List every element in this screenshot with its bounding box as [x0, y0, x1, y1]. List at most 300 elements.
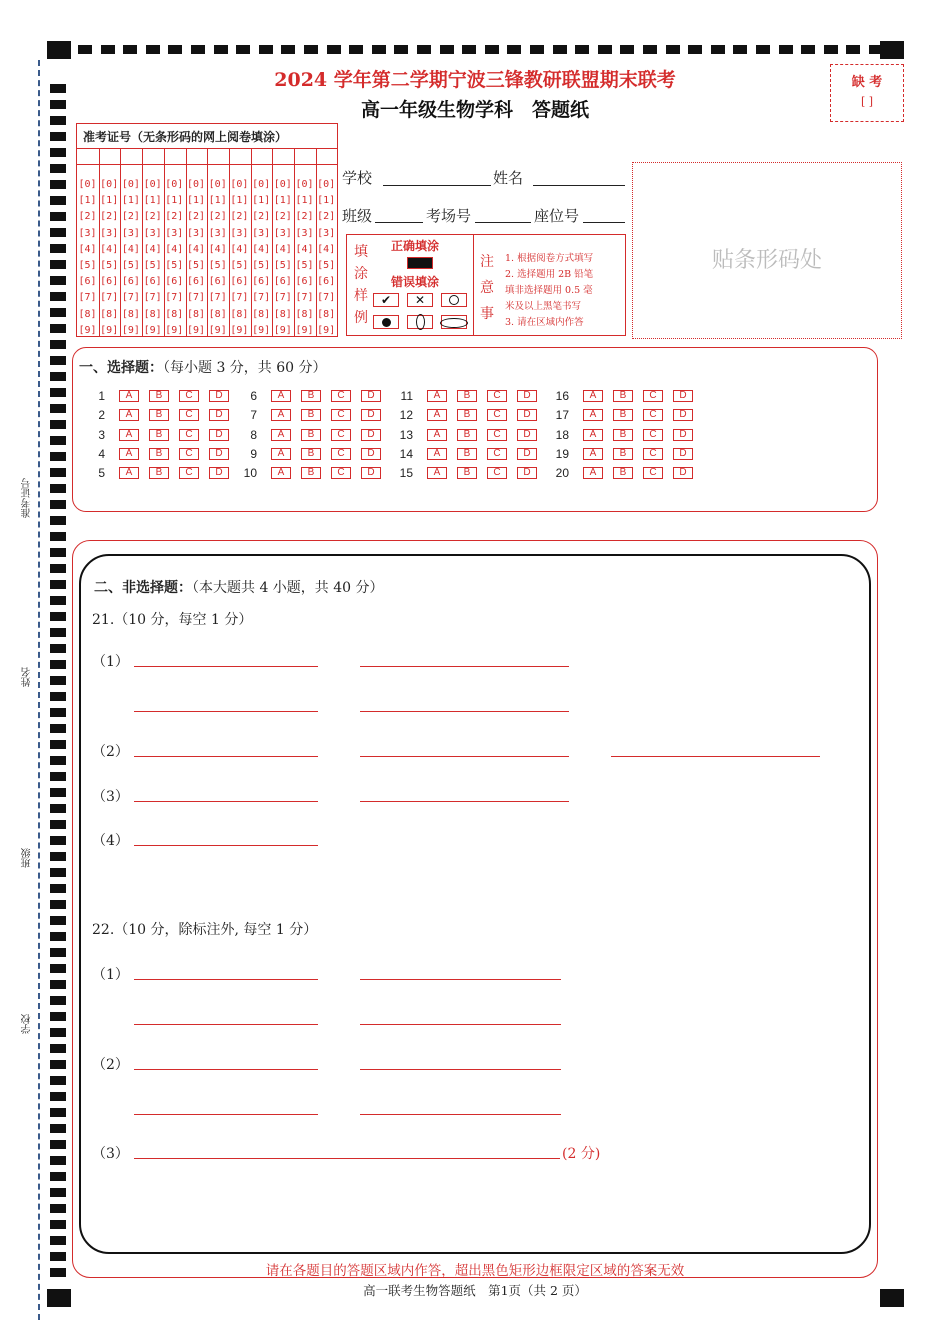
- exam-id-digit-bubble[interactable]: [2]: [143, 211, 162, 223]
- exam-id-digit-bubble[interactable]: [0]: [317, 179, 336, 190]
- wrong-cross-sample: [407, 293, 433, 307]
- exam-id-digit-bubble[interactable]: [7]: [295, 292, 314, 304]
- answer-bubble-c[interactable]: C: [643, 390, 663, 402]
- answer-bubble-a[interactable]: A: [583, 390, 603, 402]
- timing-mark: [50, 900, 66, 909]
- exam-id-digit-bubble[interactable]: [9]: [208, 324, 227, 336]
- exam-id-digit-bubble[interactable]: [9]: [121, 324, 140, 336]
- q21-blank[interactable]: [611, 756, 820, 757]
- timing-mark: [50, 276, 66, 285]
- answer-bubble-b[interactable]: B: [149, 429, 169, 441]
- exam-id-digit-bubble[interactable]: [5]: [273, 260, 292, 271]
- timing-mark: [146, 45, 160, 54]
- exam-id-digit-bubble[interactable]: [9]: [143, 324, 162, 336]
- exam-id-digit-bubble[interactable]: [6]: [78, 276, 97, 288]
- answer-bubble-b[interactable]: B: [301, 467, 321, 479]
- exam-id-digit-bubble[interactable]: [3]: [100, 227, 119, 239]
- exam-id-digit-bubble[interactable]: [2]: [121, 211, 140, 223]
- exam-id-digit-bubble[interactable]: [9]: [165, 324, 184, 336]
- answer-bubble-c[interactable]: C: [179, 467, 199, 479]
- answer-bubble-b[interactable]: B: [613, 467, 633, 479]
- exam-id-digit-bubble[interactable]: [2]: [100, 211, 119, 223]
- exam-id-write-box[interactable]: [142, 164, 164, 165]
- answer-bubble-a[interactable]: A: [583, 467, 603, 479]
- timing-mark: [50, 1188, 66, 1197]
- exam-id-digit-bubble[interactable]: [8]: [78, 308, 97, 320]
- question-number: 5: [98, 466, 105, 481]
- timing-mark: [50, 500, 66, 509]
- exam-id-digit-bubble[interactable]: [8]: [230, 308, 249, 320]
- answer-bubble-b[interactable]: B: [613, 429, 633, 441]
- exam-id-digit-bubble[interactable]: [6]: [165, 276, 184, 288]
- answer-bubble-c[interactable]: C: [643, 467, 663, 479]
- timing-mark: [756, 45, 770, 54]
- answer-bubble-c[interactable]: C: [487, 409, 507, 421]
- exam-id-digit-bubble[interactable]: [7]: [252, 292, 271, 304]
- exam-id-write-box[interactable]: [164, 164, 186, 165]
- answer-bubble-b[interactable]: B: [301, 390, 321, 402]
- q22-blank[interactable]: [360, 979, 561, 980]
- timing-mark: [620, 45, 634, 54]
- q22-blank[interactable]: [134, 1114, 318, 1115]
- answer-bubble-d[interactable]: D: [209, 390, 229, 402]
- exam-id-digit-bubble[interactable]: [3]: [143, 227, 162, 239]
- answer-bubble-d[interactable]: D: [673, 448, 693, 460]
- exam-id-digit-bubble[interactable]: [9]: [317, 324, 336, 336]
- exam-id-digit-bubble[interactable]: [8]: [143, 308, 162, 320]
- timing-mark: [236, 45, 250, 54]
- exam-id-digit-bubble[interactable]: [3]: [121, 227, 140, 239]
- answer-bubble-d[interactable]: D: [673, 467, 693, 479]
- answer-bubble-d[interactable]: D: [517, 467, 537, 479]
- exam-id-digit-bubble[interactable]: [1]: [186, 195, 206, 207]
- exam-id-digit-bubble[interactable]: [6]: [208, 276, 227, 288]
- q22-blank[interactable]: [360, 1069, 561, 1070]
- fill-example-box: [346, 234, 626, 336]
- exam-id-write-box[interactable]: [99, 164, 121, 165]
- exam-id-digit-bubble[interactable]: [1]: [317, 195, 336, 207]
- exam-id-digit-bubble[interactable]: [5]: [230, 260, 249, 271]
- exam-id-digit-bubble[interactable]: [0]: [143, 179, 162, 190]
- timing-mark: [50, 948, 66, 957]
- exam-id-digit-bubble[interactable]: [3]: [78, 227, 97, 239]
- timing-mark: [598, 45, 612, 54]
- q21-part1-label: （1）: [92, 654, 129, 670]
- exam-id-digit-bubble[interactable]: [8]: [186, 308, 206, 320]
- exam-id-digit-bubble[interactable]: [6]: [143, 276, 162, 288]
- q22-blank[interactable]: [134, 979, 318, 980]
- timing-mark: [50, 340, 66, 349]
- answer-bubble-d[interactable]: D: [361, 429, 381, 441]
- answer-bubble-d[interactable]: D: [209, 409, 229, 421]
- answer-bubble-c[interactable]: C: [331, 390, 351, 402]
- answer-bubble-c[interactable]: C: [331, 409, 351, 421]
- exam-id-digit-bubble[interactable]: [4]: [230, 243, 249, 255]
- answer-bubble-b[interactable]: B: [149, 467, 169, 479]
- exam-id-digit-bubble[interactable]: [2]: [165, 211, 184, 223]
- barcode-area[interactable]: [632, 162, 902, 339]
- absent-label: 缺 考: [851, 75, 883, 90]
- exam-id-digit-bubble[interactable]: [0]: [295, 179, 314, 190]
- answer-bubble-a[interactable]: A: [119, 448, 139, 460]
- timing-mark: [50, 820, 66, 829]
- answer-bubble-b[interactable]: B: [613, 390, 633, 402]
- exam-id-write-box[interactable]: [316, 164, 338, 165]
- exam-id-digit-bubble[interactable]: [0]: [165, 179, 184, 190]
- exam-id-digit-bubble[interactable]: [3]: [186, 227, 206, 239]
- timing-mark: [711, 45, 725, 54]
- q21-blank[interactable]: [360, 801, 569, 802]
- exam-id-digit-bubble[interactable]: [0]: [273, 179, 292, 190]
- exam-id-digit-bubble[interactable]: [8]: [252, 308, 271, 320]
- exam-id-digit-bubble[interactable]: [1]: [230, 195, 249, 207]
- exam-id-digit-bubble[interactable]: [4]: [273, 243, 292, 255]
- exam-id-digit-bubble[interactable]: [7]: [165, 292, 184, 304]
- exam-id-digit-bubble[interactable]: [0]: [208, 179, 227, 190]
- exam-id-digit-bubble[interactable]: [3]: [317, 227, 336, 239]
- exam-id-digit-bubble[interactable]: [3]: [165, 227, 184, 239]
- exam-id-digit-bubble[interactable]: [4]: [78, 243, 97, 255]
- exam-id-digit-bubble[interactable]: [1]: [273, 195, 292, 207]
- seat-field[interactable]: [583, 222, 625, 223]
- exam-id-digit-bubble[interactable]: [2]: [230, 211, 249, 223]
- answer-bubble-d[interactable]: D: [361, 467, 381, 479]
- exam-id-digit-bubble[interactable]: [4]: [317, 243, 336, 255]
- exam-id-write-box[interactable]: [294, 164, 316, 165]
- exam-id-digit-bubble[interactable]: [6]: [295, 276, 314, 288]
- exam-id-write-box[interactable]: [120, 164, 142, 165]
- answer-bubble-b[interactable]: B: [457, 448, 477, 460]
- exam-id-write-box[interactable]: [186, 164, 208, 165]
- exam-id-digit-bubble[interactable]: [4]: [208, 243, 227, 255]
- answer-bubble-d[interactable]: D: [673, 390, 693, 402]
- answer-bubble-b[interactable]: B: [149, 409, 169, 421]
- q21-blank[interactable]: [134, 711, 318, 712]
- exam-id-digit-bubble[interactable]: [1]: [100, 195, 119, 207]
- timing-mark: [50, 1156, 66, 1165]
- exam-id-digit-bubble[interactable]: [1]: [252, 195, 271, 207]
- exam-id-digit-bubble[interactable]: [1]: [121, 195, 140, 207]
- answer-bubble-c[interactable]: C: [179, 429, 199, 441]
- exam-id-digit-bubble[interactable]: [3]: [230, 227, 249, 239]
- exam-id-digit-bubble[interactable]: [0]: [100, 179, 119, 190]
- q22-blank[interactable]: [134, 1158, 560, 1159]
- exam-id-write-box[interactable]: [272, 164, 294, 165]
- answer-bubble-c[interactable]: C: [179, 390, 199, 402]
- name-label: 姓名: [493, 169, 524, 187]
- answer-bubble-a[interactable]: A: [427, 467, 447, 479]
- exam-id-digit-bubble[interactable]: [3]: [252, 227, 271, 239]
- answer-bubble-b[interactable]: B: [301, 448, 321, 460]
- exam-id-digit-bubble[interactable]: [9]: [295, 324, 314, 336]
- timing-mark: [485, 45, 499, 54]
- answer-bubble-d[interactable]: D: [209, 448, 229, 460]
- exam-id-digit-bubble[interactable]: [2]: [186, 211, 206, 223]
- name-field[interactable]: [533, 185, 625, 186]
- exam-id-digit-bubble[interactable]: [2]: [252, 211, 271, 223]
- answer-bubble-c[interactable]: C: [179, 448, 199, 460]
- timing-mark: [50, 868, 66, 877]
- exam-id-digit-bubble[interactable]: [9]: [100, 324, 119, 336]
- answer-bubble-a[interactable]: A: [271, 448, 291, 460]
- exam-id-digit-bubble[interactable]: [8]: [121, 308, 140, 320]
- timing-mark: [50, 772, 66, 781]
- exam-id-digit-bubble[interactable]: [8]: [273, 308, 292, 320]
- exam-id-digit-bubble[interactable]: [5]: [100, 260, 119, 271]
- exam-id-digit-bubble[interactable]: [6]: [186, 276, 206, 288]
- school-field[interactable]: [383, 185, 491, 186]
- exam-id-digit-bubble[interactable]: [4]: [143, 243, 162, 255]
- exam-id-digit-bubble[interactable]: [6]: [317, 276, 336, 288]
- q21-blank[interactable]: [134, 756, 318, 757]
- answer-bubble-a[interactable]: A: [271, 429, 291, 441]
- exam-id-digit-bubble[interactable]: [5]: [317, 260, 336, 271]
- question-number: 7: [250, 408, 257, 423]
- answer-bubble-c[interactable]: C: [179, 409, 199, 421]
- exam-id-digit-bubble[interactable]: [0]: [230, 179, 249, 190]
- exam-id-digit-bubble[interactable]: [1]: [78, 195, 97, 207]
- exam-id-digit-bubble[interactable]: [1]: [295, 195, 314, 207]
- answer-bubble-b[interactable]: B: [301, 409, 321, 421]
- answer-bubble-a[interactable]: A: [119, 429, 139, 441]
- exam-id-digit-bubble[interactable]: [5]: [165, 260, 184, 271]
- answer-bubble-a[interactable]: A: [427, 448, 447, 460]
- exam-id-digit-bubble[interactable]: [5]: [252, 260, 271, 271]
- exam-id-digit-bubble[interactable]: [4]: [295, 243, 314, 255]
- q22-blank[interactable]: [134, 1024, 318, 1025]
- answer-bubble-a[interactable]: A: [427, 409, 447, 421]
- answer-bubble-d[interactable]: D: [361, 409, 381, 421]
- exam-id-digit-bubble[interactable]: [8]: [100, 308, 119, 320]
- timing-mark: [349, 45, 363, 54]
- answer-bubble-b[interactable]: B: [613, 448, 633, 460]
- cross-mark-icon: ✕: [414, 293, 426, 307]
- answer-bubble-c[interactable]: C: [331, 429, 351, 441]
- exam-id-digit-bubble[interactable]: [3]: [295, 227, 314, 239]
- answer-bubble-c[interactable]: C: [487, 448, 507, 460]
- answer-bubble-d[interactable]: D: [517, 448, 537, 460]
- q21-blank[interactable]: [360, 666, 569, 667]
- class-field[interactable]: [375, 222, 423, 223]
- timing-mark: [50, 1060, 66, 1069]
- timing-mark: [50, 244, 66, 253]
- exam-id-digit-bubble[interactable]: [1]: [165, 195, 184, 207]
- q21-blank[interactable]: [134, 801, 318, 802]
- timing-mark: [688, 45, 702, 54]
- exam-id-digit-bubble[interactable]: [7]: [100, 292, 119, 304]
- exam-id-digit-bubble[interactable]: [5]: [186, 260, 206, 271]
- question-number: 6: [250, 389, 257, 403]
- answer-bubble-b[interactable]: B: [457, 467, 477, 479]
- answer-bubble-b[interactable]: B: [457, 429, 477, 441]
- exam-id-digit-bubble[interactable]: [6]: [100, 276, 119, 288]
- answer-bubble-c[interactable]: C: [331, 448, 351, 460]
- answer-bubble-c[interactable]: C: [643, 429, 663, 441]
- answer-bubble-b[interactable]: B: [301, 429, 321, 441]
- exam-id-digit-bubble[interactable]: [7]: [273, 292, 292, 304]
- answer-bubble-a[interactable]: A: [427, 390, 447, 402]
- answer-bubble-d[interactable]: D: [673, 409, 693, 421]
- answer-bubble-d[interactable]: D: [209, 429, 229, 441]
- answer-bubble-c[interactable]: C: [487, 429, 507, 441]
- timing-mark: [50, 292, 66, 301]
- answer-bubble-c[interactable]: C: [331, 467, 351, 479]
- answer-bubble-c[interactable]: C: [487, 467, 507, 479]
- q22-title: 22.（10 分，除标注外, 每空 1 分）: [92, 922, 318, 938]
- exam-id-digit-bubble[interactable]: [2]: [208, 211, 227, 223]
- q21-blank[interactable]: [134, 666, 318, 667]
- answer-bubble-d[interactable]: D: [517, 409, 537, 421]
- timing-mark: [123, 45, 137, 54]
- exam-id-digit-bubble[interactable]: [0]: [252, 179, 271, 190]
- question-number: 11: [400, 389, 413, 403]
- exam-id-digit-bubble[interactable]: [1]: [208, 195, 227, 207]
- answer-bubble-d[interactable]: D: [517, 429, 537, 441]
- q22-blank[interactable]: [134, 1069, 318, 1070]
- footer-warning: 请在各题目的答题区域内作答，超出黑色矩形边框限定区域的答案无效: [265, 1263, 685, 1279]
- wrong-fill-label: 错误填涂: [391, 275, 440, 289]
- timing-mark: [50, 980, 66, 989]
- answer-bubble-a[interactable]: A: [583, 448, 603, 460]
- answer-bubble-d[interactable]: D: [361, 390, 381, 402]
- exam-id-digit-bubble[interactable]: [8]: [165, 308, 184, 320]
- timing-mark: [50, 436, 66, 445]
- exam-id-digit-bubble[interactable]: [3]: [273, 227, 292, 239]
- exam-id-digit-bubble[interactable]: [5]: [295, 260, 314, 271]
- exam-id-digit-bubble[interactable]: [7]: [208, 292, 227, 304]
- exam-id-digit-bubble[interactable]: [8]: [208, 308, 227, 320]
- timing-mark: [846, 45, 860, 54]
- q21-part3-label: （3）: [92, 789, 129, 805]
- exam-id-digit-bubble[interactable]: [4]: [252, 243, 271, 255]
- exam-id-digit-bubble[interactable]: [2]: [295, 211, 314, 223]
- written-section-title: 二、非选择题：（本大题共 4 小题，共 40 分）: [94, 580, 384, 596]
- exam-id-digit-bubble[interactable]: [0]: [186, 179, 206, 190]
- exam-id-digit-bubble[interactable]: [1]: [143, 195, 162, 207]
- timing-mark: [50, 916, 66, 925]
- side-label-exam-no: 准考证号: [22, 478, 33, 518]
- exam-id-digit-bubble[interactable]: [7]: [78, 292, 97, 304]
- exam-id-write-box[interactable]: [229, 164, 251, 165]
- answer-bubble-b[interactable]: B: [149, 390, 169, 402]
- question-number: 14: [399, 446, 413, 461]
- timing-mark: [50, 1044, 66, 1053]
- timing-mark: [168, 45, 182, 54]
- exam-id-digit-bubble[interactable]: [4]: [186, 243, 206, 255]
- exam-id-digit-bubble[interactable]: [0]: [78, 179, 97, 190]
- exam-id-digit-bubble[interactable]: [9]: [252, 324, 271, 336]
- exam-id-digit-bubble[interactable]: [6]: [230, 276, 249, 288]
- exam-id-digit-bubble[interactable]: [7]: [186, 292, 206, 304]
- answer-bubble-b[interactable]: B: [613, 409, 633, 421]
- timing-mark: [50, 740, 66, 749]
- exam-id-digit-bubble[interactable]: [2]: [273, 211, 292, 223]
- exam-id-digit-bubble[interactable]: [6]: [273, 276, 292, 288]
- timing-mark: [50, 452, 66, 461]
- exam-id-digit-bubble[interactable]: [5]: [208, 260, 227, 271]
- timing-mark: [50, 1076, 66, 1085]
- exam-id-digit-bubble[interactable]: [3]: [208, 227, 227, 239]
- exam-id-digit-bubble[interactable]: [7]: [143, 292, 162, 304]
- q22-blank[interactable]: [360, 1114, 561, 1115]
- timing-mark: [191, 45, 205, 54]
- answer-bubble-a[interactable]: A: [271, 409, 291, 421]
- answer-bubble-a[interactable]: A: [119, 409, 139, 421]
- q21-blank[interactable]: [134, 845, 318, 846]
- exam-id-digit-bubble[interactable]: [9]: [186, 324, 206, 336]
- exam-id-digit-bubble[interactable]: [6]: [121, 276, 140, 288]
- exam-id-write-box[interactable]: [207, 164, 229, 165]
- answer-bubble-a[interactable]: A: [271, 390, 291, 402]
- answer-bubble-b[interactable]: B: [457, 409, 477, 421]
- answer-bubble-d[interactable]: D: [361, 448, 381, 460]
- exam-id-digit-bubble[interactable]: [2]: [317, 211, 336, 223]
- exam-id-digit-bubble[interactable]: [9]: [273, 324, 292, 336]
- answer-bubble-a[interactable]: A: [583, 429, 603, 441]
- timing-mark: [801, 45, 815, 54]
- exam-id-digit-bubble[interactable]: [7]: [317, 292, 336, 304]
- exam-id-digit-bubble[interactable]: [0]: [121, 179, 140, 190]
- q22-two-points: (2 分): [562, 1146, 601, 1162]
- answer-bubble-a[interactable]: A: [271, 467, 291, 479]
- dot-icon: [382, 318, 391, 327]
- exam-id-digit-bubble[interactable]: [5]: [78, 260, 97, 271]
- q22-blank[interactable]: [360, 1024, 561, 1025]
- answer-bubble-c[interactable]: C: [487, 390, 507, 402]
- exam-id-digit-bubble[interactable]: [2]: [78, 211, 97, 223]
- notes-side: 注 意 事: [480, 254, 494, 322]
- timing-mark: [50, 644, 66, 653]
- answer-bubble-a[interactable]: A: [583, 409, 603, 421]
- answer-bubble-d[interactable]: D: [209, 467, 229, 479]
- exam-id-digit-bubble[interactable]: [5]: [143, 260, 162, 271]
- exam-id-digit-bubble[interactable]: [4]: [165, 243, 184, 255]
- answer-bubble-c[interactable]: C: [643, 409, 663, 421]
- answer-bubble-a[interactable]: A: [119, 467, 139, 479]
- room-field[interactable]: [475, 222, 531, 223]
- exam-id-digit-bubble[interactable]: [4]: [121, 243, 140, 255]
- exam-id-digit-bubble[interactable]: [5]: [121, 260, 140, 271]
- exam-id-digit-bubble[interactable]: [9]: [78, 324, 97, 336]
- notes-list: 1. 根据阅卷方式填写 2. 选择题用 2B 铅笔 填非选择题用 0.5 毫 米及以上黑笔书写 3. 请在区域内作答: [505, 253, 594, 328]
- timing-mark: [666, 45, 680, 54]
- exam-id-digit-bubble[interactable]: [8]: [317, 308, 336, 320]
- exam-id-digit-bubble[interactable]: [7]: [230, 292, 249, 304]
- exam-id-write-box[interactable]: [77, 164, 99, 165]
- answer-bubble-d[interactable]: D: [673, 429, 693, 441]
- timing-mark: [50, 228, 66, 237]
- exam-id-digit-bubble[interactable]: [8]: [295, 308, 314, 320]
- exam-id-digit-bubble[interactable]: [6]: [252, 276, 271, 288]
- q21-blank[interactable]: [360, 711, 569, 712]
- exam-id-digit-bubble[interactable]: [9]: [230, 324, 249, 336]
- answer-bubble-b[interactable]: B: [457, 390, 477, 402]
- timing-mark: [50, 788, 66, 797]
- absent-box[interactable]: [830, 64, 904, 122]
- timing-mark: [50, 596, 66, 605]
- q21-blank[interactable]: [360, 756, 569, 757]
- choice-section-title: 一、选择题：（每小题 3 分，共 60 分）: [79, 360, 327, 376]
- exam-title: 2024 学年第二学期宁波三锋教研联盟期末联考: [274, 69, 676, 91]
- answer-bubble-a[interactable]: A: [427, 429, 447, 441]
- answer-bubble-c[interactable]: C: [643, 448, 663, 460]
- answer-bubble-b[interactable]: B: [149, 448, 169, 460]
- answer-bubble-d[interactable]: D: [517, 390, 537, 402]
- exam-id-write-box[interactable]: [251, 164, 273, 165]
- answer-bubble-a[interactable]: A: [119, 390, 139, 402]
- exam-id-digit-bubble[interactable]: [7]: [121, 292, 140, 304]
- exam-id-digit-bubble[interactable]: [4]: [100, 243, 119, 255]
